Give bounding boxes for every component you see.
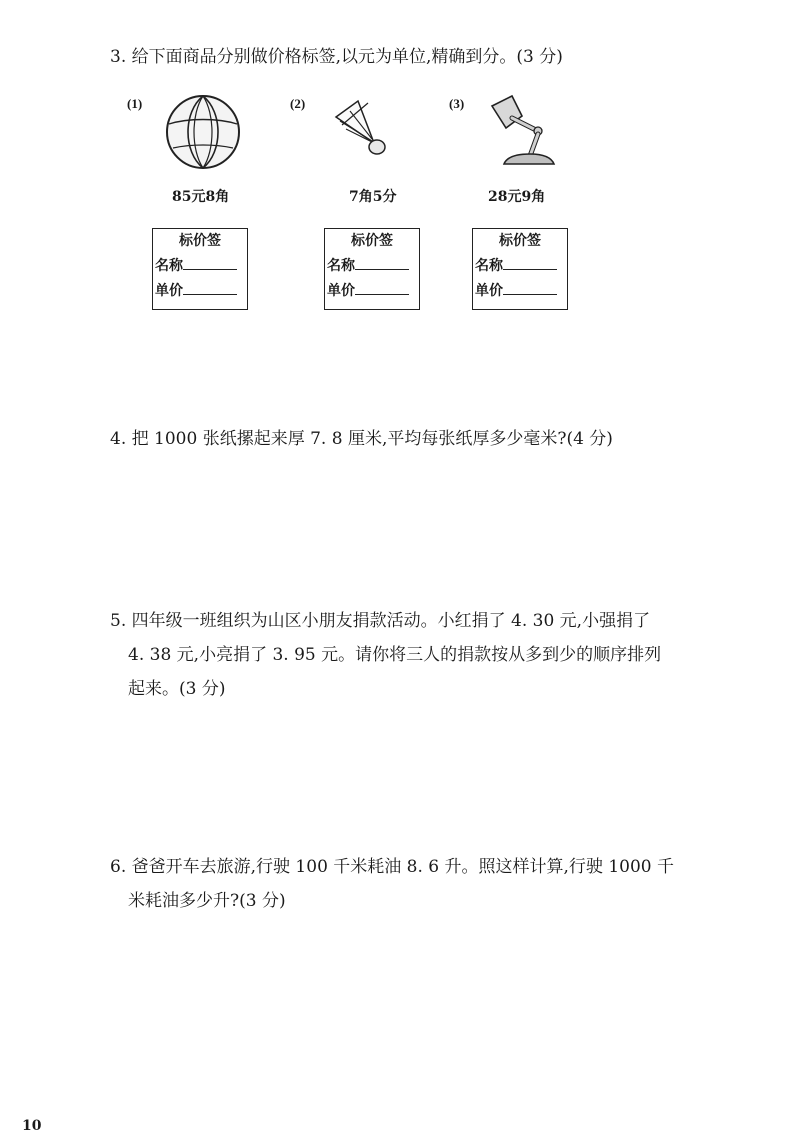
question-6-line-2: 米耗油多少升?(3 分) xyxy=(128,891,286,911)
item-1-price: 85元8角 xyxy=(172,189,230,205)
page-number: 10 xyxy=(22,1118,42,1134)
question-5-line-3: 起来。(3 分) xyxy=(128,679,226,699)
price-tag-name-label: 名称 xyxy=(475,258,503,274)
desk-lamp-icon xyxy=(488,92,568,172)
price-tag-price-label: 单价 xyxy=(327,283,355,299)
item-1-label: (1) xyxy=(127,96,143,111)
price-tag-title: 标价签 xyxy=(351,233,393,249)
price-tag-name-label: 名称 xyxy=(155,258,183,274)
name-blank[interactable] xyxy=(183,255,237,270)
question-5-line-1: 5. 四年级一班组织为山区小朋友捐款活动。小红捐了 4. 30 元,小强捐了 xyxy=(110,611,651,631)
question-3-text: 3. 给下面商品分别做价格标签,以元为单位,精确到分。(3 分) xyxy=(110,47,563,67)
question-5-line-2: 4. 38 元,小亮捐了 3. 95 元。请你将三人的捐款按从多到少的顺序排列 xyxy=(128,645,662,665)
item-2-label: (2) xyxy=(290,96,306,111)
price-tag-price-label: 单价 xyxy=(155,283,183,299)
question-5 xyxy=(110,604,770,706)
price-tag-title: 标价签 xyxy=(499,233,541,249)
item-2-price: 7角5分 xyxy=(349,189,397,205)
price-tag-price-label: 单价 xyxy=(475,283,503,299)
price-blank[interactable] xyxy=(355,280,409,295)
item-3-price: 28元9角 xyxy=(488,189,546,205)
question-6 xyxy=(110,850,770,918)
price-tag-2 xyxy=(324,228,420,310)
price-blank[interactable] xyxy=(503,280,557,295)
shuttlecock-icon xyxy=(328,95,392,159)
question-6-line-1: 6. 爸爸开车去旅游,行驶 100 千米耗油 8. 6 升。照这样计算,行驶 1000 千 xyxy=(110,857,675,877)
price-tag-name-label: 名称 xyxy=(327,258,355,274)
price-blank[interactable] xyxy=(183,280,237,295)
name-blank[interactable] xyxy=(503,255,557,270)
price-tag-1 xyxy=(152,228,248,310)
question-4-text: 4. 把 1000 张纸摞起来厚 7. 8 厘米,平均每张纸厚多少毫米?(4 分) xyxy=(110,429,613,449)
item-3-label: (3) xyxy=(449,96,465,111)
price-tag-title: 标价签 xyxy=(179,233,221,249)
price-tag-3 xyxy=(472,228,568,310)
ball-icon xyxy=(163,92,243,172)
name-blank[interactable] xyxy=(355,255,409,270)
